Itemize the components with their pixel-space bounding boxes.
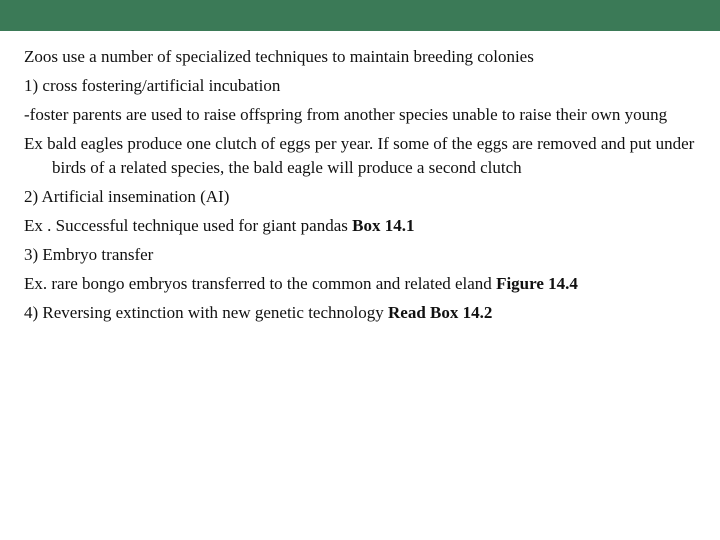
paragraph-text: Ex . Successful technique used for giant pandas — [24, 216, 353, 235]
slide-body — [24, 45, 704, 330]
paragraph-text: Ex. rare bongo embryos transferred to the common and related eland — [24, 274, 497, 293]
paragraph-item-3 — [24, 243, 704, 267]
paragraph-text: Zoos use a number of specialized techniques to maintain breeding colonies — [24, 47, 534, 66]
paragraph-bongo-example — [24, 272, 704, 296]
header-bar — [0, 0, 720, 31]
paragraph-text: 2) Artificial insemination (AI) — [24, 187, 230, 206]
paragraph-intro — [24, 45, 704, 69]
paragraph-text: 3) Embryo transfer — [24, 245, 154, 264]
paragraph-text: 1) cross fostering/artificial incubation — [24, 76, 281, 95]
paragraph-panda-example — [24, 214, 704, 238]
paragraph-bald-eagle-example — [24, 132, 704, 180]
paragraph-text: 4) Reversing extinction with new genetic technology — [24, 303, 388, 322]
paragraph-text: Ex bald eagles produce one clutch of eggs per year. If some of the eggs are removed and put under birds of a related species, the bald eagle will produce a second clutch — [24, 134, 695, 177]
paragraph-reference: Figure 14.4 — [496, 274, 578, 293]
paragraph-foster-parents — [24, 103, 704, 127]
paragraph-text: -foster parents are used to raise offspring from another species unable to raise their own young — [24, 105, 668, 124]
paragraph-item-2 — [24, 185, 704, 209]
paragraph-reference: Read Box 14.2 — [388, 303, 493, 322]
paragraph-item-1 — [24, 74, 704, 98]
paragraph-reference: Box 14.1 — [352, 216, 415, 235]
paragraph-item-4 — [24, 301, 704, 325]
